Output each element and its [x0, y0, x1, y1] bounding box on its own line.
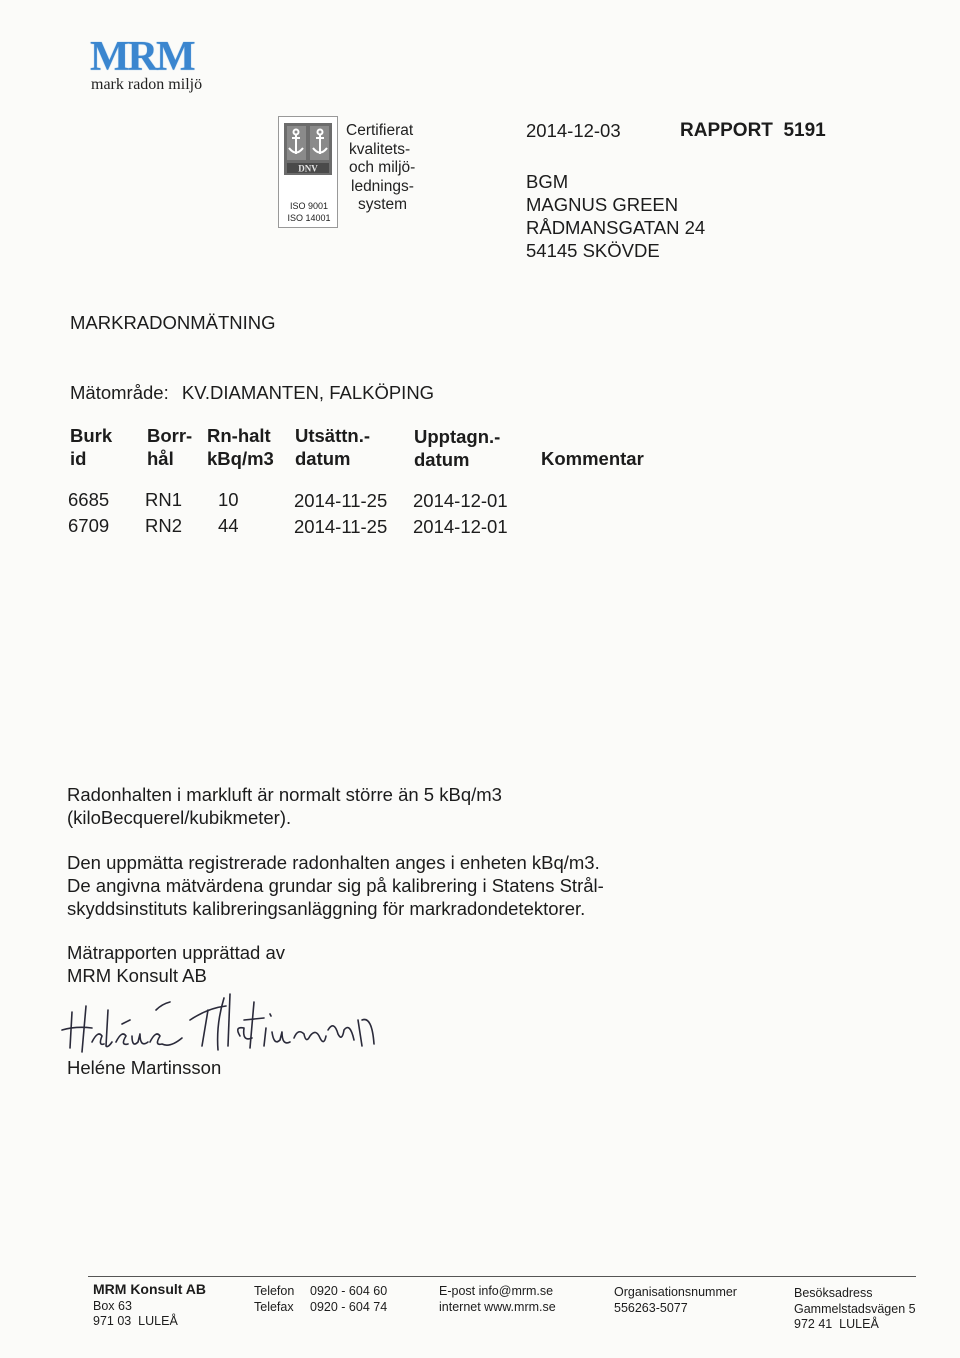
footer-visit-address: Besöksadress Gammelstadsvägen 5 972 41 LULEÅ	[794, 1286, 916, 1331]
footer-phone: Telefon 0920 - 604 60 Telefax 0920 - 604 74	[254, 1284, 388, 1314]
signatory-name: Heléne Martinsson	[67, 1057, 222, 1078]
cell-rn: 10	[218, 489, 239, 510]
document-title: MARKRADONMÄTNING	[70, 312, 276, 333]
area-value: KV.DIAMANTEN, FALKÖPING	[181, 382, 435, 403]
recipient-address: BGM MAGNUS GREEN RÅDMANSGATAN 24 54145 SKÖVDE	[526, 171, 706, 261]
cell-upptagn: 2014-12-01	[413, 490, 508, 511]
cell-burk: 6685	[68, 489, 110, 510]
footer-web	[439, 1284, 556, 1315]
paragraph-radon-normal: Radonhalten i markluft är normalt större än 5 kBq/m3 (kiloBecquerel/kubikmeter).	[67, 784, 502, 828]
area-label: Mätområde:	[70, 382, 169, 403]
cell-rn: 44	[218, 515, 239, 536]
certification-text: Certifierat kvalitets- och miljö- lednings- system	[346, 122, 416, 213]
report-date: 2014-12-03	[526, 120, 621, 141]
header-upptagning-datum: Upptagn.- datum	[414, 426, 501, 470]
measurement-area	[70, 382, 434, 404]
footer-website: internet www.mrm.se	[439, 1299, 556, 1314]
footer-email: E-post info@mrm.se	[439, 1284, 554, 1298]
footer-divider	[88, 1276, 916, 1277]
report-number: RAPPORT 5191	[680, 120, 826, 141]
svg-text:DNV: DNV	[298, 163, 318, 174]
header-kommentar: Kommentar	[541, 448, 644, 469]
header-rn-halt: Rn-halt kBq/m3	[207, 425, 274, 469]
footer-company: MRM Konsult AB Box 63 971 03 LULEÅ	[93, 1281, 207, 1328]
cell-upptagn: 2014-12-01	[413, 516, 508, 537]
company-logo: MRM	[90, 34, 194, 80]
header-borrhal: Borr- hål	[147, 425, 193, 469]
cell-utsattn: 2014-11-25	[294, 490, 388, 511]
paragraph-prepared-by: Mätrapporten upprättad av MRM Konsult AB	[67, 942, 286, 986]
iso-14001-label: ISO 14001	[287, 213, 331, 223]
header-utsattning-datum: Utsättn.- datum	[295, 425, 371, 469]
footer-org-number: Organisationsnummer 556263-5077	[614, 1285, 737, 1315]
certification-badge	[278, 116, 338, 228]
iso-9001-label: ISO 9001	[289, 201, 329, 211]
handwritten-signature	[58, 990, 388, 1062]
dnv-anchor-icon	[284, 123, 332, 189]
logo-tagline: mark radon miljö	[91, 76, 203, 93]
paragraph-measurement-info: Den uppmätta registrerade radonhalten anges i enheten kBq/m3. De angivna mätvärdena grundar sig på kalibrering i Statens Strål- skyddsinstituts kalibreringsanläggning för markradondetektorer.	[67, 852, 604, 919]
header-burk-id: Burk id	[70, 425, 113, 469]
cell-borr: RN2	[145, 515, 183, 536]
cell-borr: RN1	[145, 489, 183, 510]
cell-utsattn: 2014-11-25	[294, 516, 388, 537]
cell-burk: 6709	[68, 515, 110, 536]
